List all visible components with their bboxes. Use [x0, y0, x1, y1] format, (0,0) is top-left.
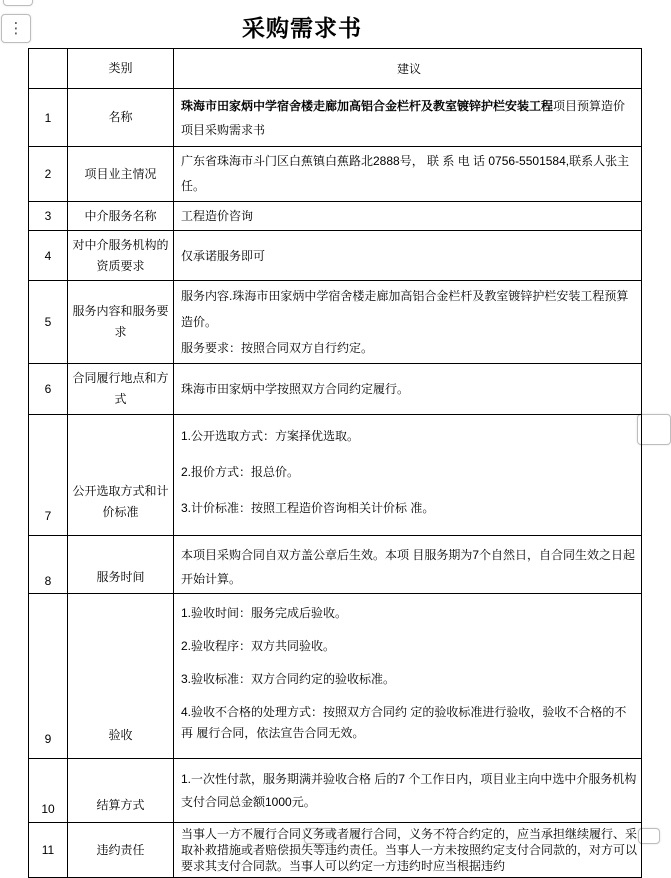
row-value	[174, 89, 642, 147]
row-number: 9	[29, 594, 68, 759]
value-paragraph: 1.验收时间：服务完成后验收。	[181, 606, 348, 620]
row-category: 项目业主情况	[68, 147, 174, 202]
table-row	[29, 823, 642, 878]
value-paragraph: 3.验收标准：双方合同约定的验收标准。	[181, 672, 396, 686]
table-row	[29, 202, 642, 231]
vertical-ellipsis-icon: ⋮	[8, 20, 24, 37]
value-paragraph: 工程造价咨询	[181, 209, 254, 223]
row-number: 7	[29, 415, 68, 536]
row-number: 6	[29, 364, 68, 415]
row-value	[174, 759, 642, 823]
table-header-row	[29, 49, 642, 89]
row-number: 5	[29, 281, 68, 364]
table-row	[29, 147, 642, 202]
header-category-cell: 类别	[68, 49, 174, 89]
row-category: 验收	[68, 594, 174, 759]
row-number: 2	[29, 147, 68, 202]
table-row	[29, 759, 642, 823]
project-name-bold: 珠海市田家炳中学宿舍楼走廊加高铝合金栏杆及教室镀锌护栏安装工程	[181, 98, 554, 113]
row-category: 服务时间	[68, 536, 174, 594]
row-category: 服务内容和服务要求	[68, 281, 174, 364]
row-category: 结算方式	[68, 759, 174, 823]
table-row	[29, 594, 642, 759]
row-number: 10	[29, 759, 68, 823]
row-number: 11	[29, 823, 68, 878]
table-row	[29, 89, 642, 147]
floating-toolbar-fragment	[3, 0, 33, 6]
header-num-cell	[29, 49, 68, 89]
row-category: 对中介服务机构的资质要求	[68, 231, 174, 281]
row-category: 中介服务名称	[68, 202, 174, 231]
table-row	[29, 536, 642, 594]
value-paragraph: 1.公开选取方式：方案择优选取。	[181, 429, 360, 443]
table-row	[29, 281, 642, 364]
header-suggestion-cell: 建议	[174, 49, 642, 89]
row-value	[174, 231, 642, 281]
value-paragraph: 1.一次性付款，服务期满并验收合格 后的7 个工作日内，项目业主向中选中介服务机构 支付合同总金额1000元。	[181, 771, 637, 809]
row-value	[174, 536, 642, 594]
value-paragraph: 珠海市田家炳中学按照双方合同约定履行。	[181, 382, 410, 396]
row-value	[174, 594, 642, 759]
page-title: 采购需求书	[242, 15, 362, 42]
row-number: 8	[29, 536, 68, 594]
right-edge-handle[interactable]	[637, 414, 671, 445]
table-row	[29, 415, 642, 536]
value-paragraph: 2.验收程序：双方共同验收。	[181, 639, 336, 653]
value-paragraph: 本项目采购合同自双方盖公章后生效。本项 目服务期为7个自然日，自合同生效之日起开始计算。	[181, 548, 636, 586]
value-paragraph: 广东省珠海市斗门区白蕉镇白蕉路北2888号， 联 系 电 话 0756-5501584,联系人张主任。	[181, 154, 630, 193]
row-value	[174, 415, 642, 536]
row-number: 1	[29, 89, 68, 147]
row-category: 名称	[68, 89, 174, 147]
value-paragraph: 仅承诺服务即可	[181, 248, 266, 263]
row-value	[174, 823, 642, 878]
value-paragraph: 4.验收不合格的处理方式：按照双方合同约 定的验收标准进行验收，验收不合格的不再 履行合同，依法宣告合同无效。	[181, 705, 627, 740]
row-number: 4	[29, 231, 68, 281]
row-value	[174, 364, 642, 415]
value-paragraph: 2.报价方式：报总价。	[181, 465, 300, 479]
value-paragraph: 服务要求：按照合同双方自行约定。	[181, 341, 374, 355]
value-paragraph: 服务内容.珠海市田家炳中学宿舍楼走廊加高铝合金栏杆及教室镀锌护栏安装工程预算造价。	[181, 289, 629, 329]
table-row	[29, 364, 642, 415]
row-category: 违约责任	[68, 823, 174, 878]
row-value	[174, 147, 642, 202]
row-value	[174, 202, 642, 231]
procurement-table	[28, 48, 642, 878]
row-number: 3	[29, 202, 68, 231]
value-paragraph: 3.计价标准：按照工程造价咨询相关计价标 准。	[181, 501, 435, 515]
row-value	[174, 281, 642, 364]
value-paragraph: 当事人一方不履行合同义务或者履行合同，义务不符合约定的，应当承担继续履行、采 取补救措施或者赔偿损失等违约责任。当事人一方未按照约定支付合同款的，对方可以要求其支付合同款。当事人可以约定一方违约时应当根据违约	[181, 827, 638, 873]
project-name-rest: 项目预算造价项目采购需求书	[181, 98, 626, 137]
row-category: 公开选取方式和计价标准	[68, 415, 174, 536]
table-row	[29, 231, 642, 281]
row-category: 合同履行地点和方式	[68, 364, 174, 415]
